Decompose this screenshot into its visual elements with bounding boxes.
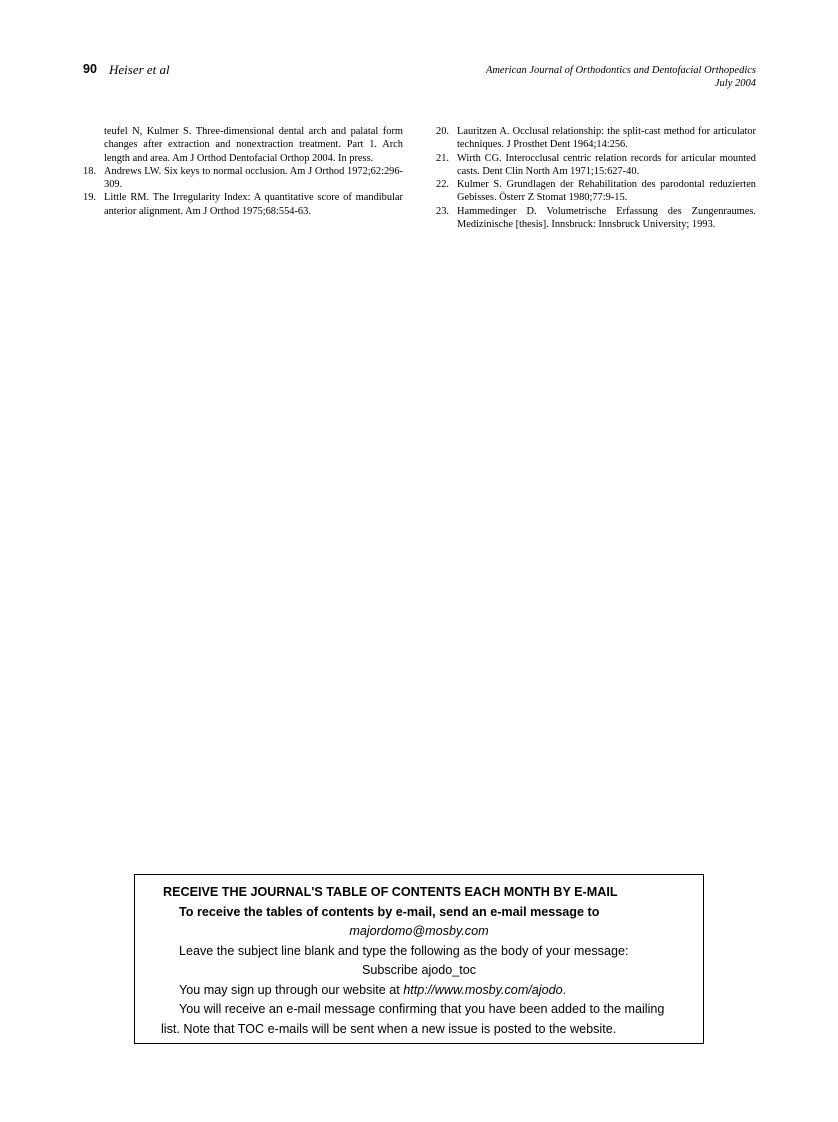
notice-instruction: Leave the subject line blank and type the following as the body of your message: [179,943,629,958]
reference-item [436,178,756,205]
reference-number: 22. [436,179,449,191]
page-number: 90 [83,62,97,76]
reference-item [436,125,756,152]
issue-date: July 2004 [714,78,756,89]
notice-website-line [161,981,677,1001]
toc-email-notice-box [134,874,704,1044]
reference-number: 18. [83,165,96,177]
references-right-column [436,125,756,231]
running-head-authors: Heiser et al [109,62,170,77]
reference-number: 23. [436,205,449,217]
reference-item [436,205,756,232]
notice-confirm-line-2: list. Note that TOC e-mails will be sent when a new issue is posted to the website. [161,1021,617,1036]
notice-heading: RECEIVE THE JOURNAL'S TABLE OF CONTENTS EACH MONTH BY E-MAIL [163,885,618,899]
notice-confirm-line-1: You will receive an e-mail message confirming that you have been added to the mailing [179,1002,665,1016]
journal-title: American Journal of Orthodontics and Dentofacial Orthopedics [485,65,756,76]
reference-item [436,152,756,179]
notice-subheading: To receive the tables of contents by e-mail, send an e-mail message to [179,904,600,919]
reference-item [83,165,403,192]
notice-subscribe-command: Subscribe ajodo_toc [361,963,477,977]
website-suffix: . [562,982,567,997]
website-prefix: You may sign up through our website at [179,982,400,997]
reference-text: teufel N, Kulmer S. Three-dimensional dental arch and palatal form changes after extraction and nonextraction treatment. Part 1. Arch length and area. Am J Orthod Dentofacial Orthop 2004. In press. [104,126,403,164]
reference-item [83,191,403,218]
references-left-column [83,125,403,218]
reference-text: Andrews LW. Six keys to normal occlusion. Am J Orthod 1972;62:296-309. [104,165,403,191]
reference-text: Little RM. The Irregularity Index: A quantitative score of mandibular anterior alignment. Am J Orthod 1975;68:554-63. [104,192,403,217]
reference-text: Hammedinger D. Volumetrische Erfassung des Zungenraumes. Medizinische [thesis]. Innsbruck: Innsbruck University; 1993. [457,205,756,231]
notice-email-address[interactable]: majordomo@mosby.com [349,924,489,938]
reference-text: Kulmer S. Grundlagen der Rehabilitation des parodontal reduzierten Gebisses. Österr Z Stomat 1980;77:9-15. [457,179,756,204]
running-head-journal [486,64,756,90]
reference-number: 19. [83,192,96,204]
website-link[interactable]: http://www.mosby.com/ajodo [403,982,563,997]
running-head [83,62,756,96]
reference-text: Lauritzen A. Occlusal relationship: the split-cast method for articulator techniques. J Prosthet Dent 1964;14:256. [457,126,756,151]
reference-text: Wirth CG. Interocclusal centric relation records for articular mounted casts. Dent Clin North Am 1971;15:627-40. [457,152,756,177]
reference-number: 20. [436,126,449,137]
reference-item [83,125,403,165]
reference-number: 21. [436,152,449,164]
